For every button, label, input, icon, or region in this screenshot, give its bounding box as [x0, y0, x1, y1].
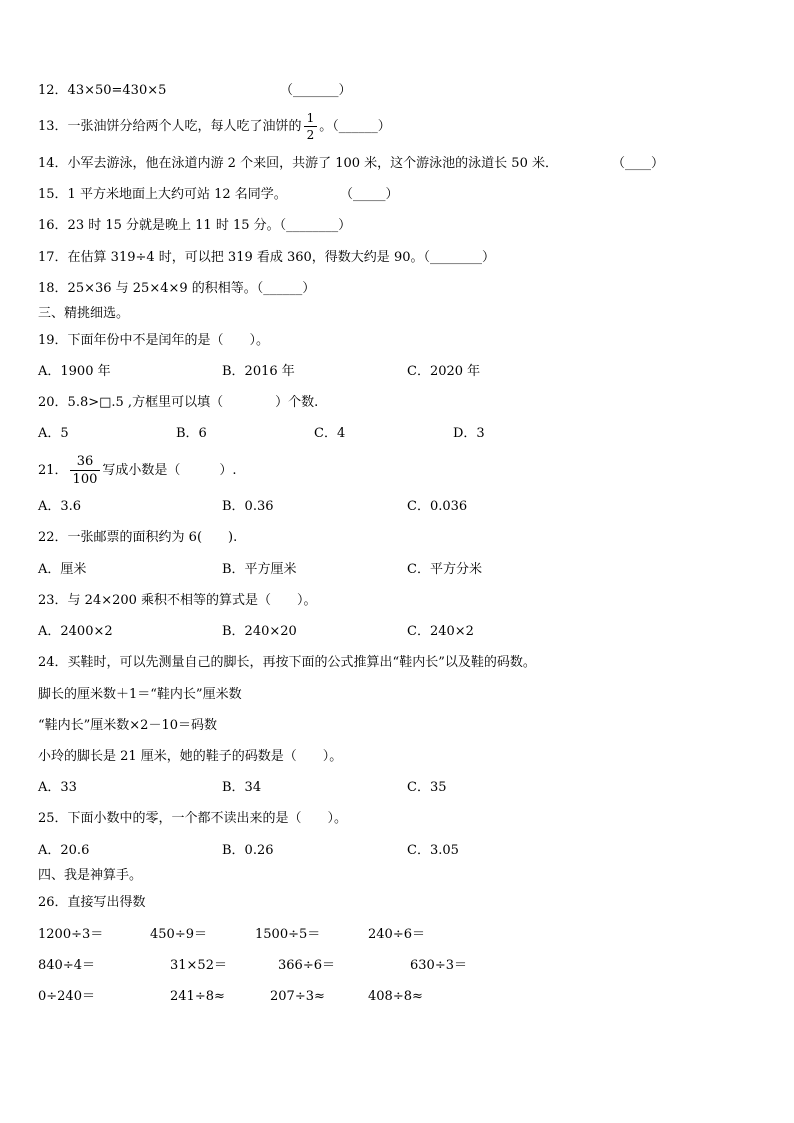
option-21-b[interactable]: B．0.36 [222, 499, 274, 514]
formula-line-2: “鞋内长”厘米数×2－10＝码数 [38, 718, 217, 733]
option-19-b[interactable]: B．2016 年 [222, 364, 295, 379]
option-23-b[interactable]: B．240×20 [222, 624, 297, 639]
option-25-b[interactable]: B．0.26 [222, 843, 274, 858]
answer-blank-12[interactable]: （_______） [280, 83, 352, 98]
question-17: 17．在估算 319÷4 时，可以把 319 看成 360，得数大约是 90。（________） [38, 250, 495, 265]
option-20-a[interactable]: A．5 [38, 426, 69, 441]
question-24-prompt: 小玲的脚长是 21 厘米，她的鞋子的码数是（ ）。 [38, 749, 343, 764]
option-22-b[interactable]: B．平方厘米 [222, 562, 297, 577]
calc-item[interactable]: 408÷8≈ [368, 989, 423, 1004]
calc-item[interactable]: 207÷3≈ [270, 989, 325, 1004]
calc-item[interactable]: 450÷9＝ [150, 927, 207, 942]
calc-item[interactable]: 366÷6＝ [278, 958, 335, 973]
calc-item[interactable]: 1200÷3＝ [38, 927, 104, 942]
option-25-c[interactable]: C．3.05 [407, 843, 459, 858]
answer-blank-14[interactable]: （____） [612, 156, 665, 171]
option-20-b[interactable]: B．6 [176, 426, 207, 441]
calc-item[interactable]: 241÷8≈ [170, 989, 225, 1004]
question-26: 26．直接写出得数 [38, 895, 146, 910]
option-22-c[interactable]: C．平方分米 [407, 562, 482, 577]
question-13: 13．一张油饼分给两个人吃，每人吃了油饼的 $\frac{1}{2}$ 。（______） [38, 111, 391, 142]
option-25-a[interactable]: A．20.6 [38, 843, 90, 858]
question-21: 21． $\frac{36}{100}$ 写成小数是（ ）. [38, 454, 237, 487]
answer-blank-13[interactable]: 。（______） [319, 119, 391, 134]
question-19: 19．下面年份中不是闰年的是（ ）。 [38, 333, 270, 348]
section-heading-3: 三、精挑细选。 [38, 306, 130, 321]
option-22-a[interactable]: A．厘米 [38, 562, 87, 577]
answer-blank-15[interactable]: （_____） [340, 187, 399, 202]
formula-line-1: 脚长的厘米数＋1＝“鞋内长”厘米数 [38, 687, 242, 702]
option-24-a[interactable]: A．33 [38, 780, 77, 795]
calc-item[interactable]: 31×52＝ [170, 958, 227, 973]
calc-item[interactable]: 840÷4＝ [38, 958, 95, 973]
calc-item[interactable]: 1500÷5＝ [255, 927, 321, 942]
question-15: 15．1 平方米地面上大约可站 12 名同学。 [38, 187, 287, 202]
calc-item[interactable]: 630÷3＝ [410, 958, 467, 973]
fraction-36-over-100: $\frac{36}{100}$ [70, 455, 101, 486]
question-18: 18．25×36 与 25×4×9 的积相等。（______） [38, 281, 316, 296]
question-12: 12．43×50=430×5 [38, 83, 167, 98]
option-21-a[interactable]: A．3.6 [38, 499, 82, 514]
calc-item[interactable]: 240÷6＝ [368, 927, 425, 942]
fraction-one-half: $\frac{1}{2}$ [304, 112, 318, 141]
question-20: 20．5.8>□.5 ,方框里可以填（ ）个数. [38, 395, 319, 410]
question-14: 14．小军去游泳，他在泳道内游 2 个来回，共游了 100 米，这个游泳池的泳道长 50 米． [38, 156, 558, 171]
question-24: 24．买鞋时，可以先测量自己的脚长，再按下面的公式推算出“鞋内长”以及鞋的码数。 [38, 655, 536, 670]
option-19-c[interactable]: C．2020 年 [407, 364, 481, 379]
option-24-c[interactable]: C．35 [407, 780, 447, 795]
option-24-b[interactable]: B．34 [222, 780, 262, 795]
question-16: 16．23 时 15 分就是晚上 11 时 15 分。（________） [38, 218, 352, 233]
question-23: 23．与 24×200 乘积不相等的算式是（ ）。 [38, 593, 317, 608]
option-23-a[interactable]: A．2400×2 [38, 624, 113, 639]
option-20-c[interactable]: C．4 [314, 426, 346, 441]
section-heading-4: 四、我是神算手。 [38, 868, 143, 883]
question-25: 25．下面小数中的零，一个都不读出来的是（ ）。 [38, 811, 348, 826]
question-22: 22．一张邮票的面积约为 6( ). [38, 530, 238, 545]
option-23-c[interactable]: C．240×2 [407, 624, 474, 639]
option-19-a[interactable]: A．1900 年 [38, 364, 111, 379]
calc-item[interactable]: 0÷240＝ [38, 989, 95, 1004]
option-21-c[interactable]: C．0.036 [407, 499, 468, 514]
option-20-d[interactable]: D．3 [453, 426, 485, 441]
